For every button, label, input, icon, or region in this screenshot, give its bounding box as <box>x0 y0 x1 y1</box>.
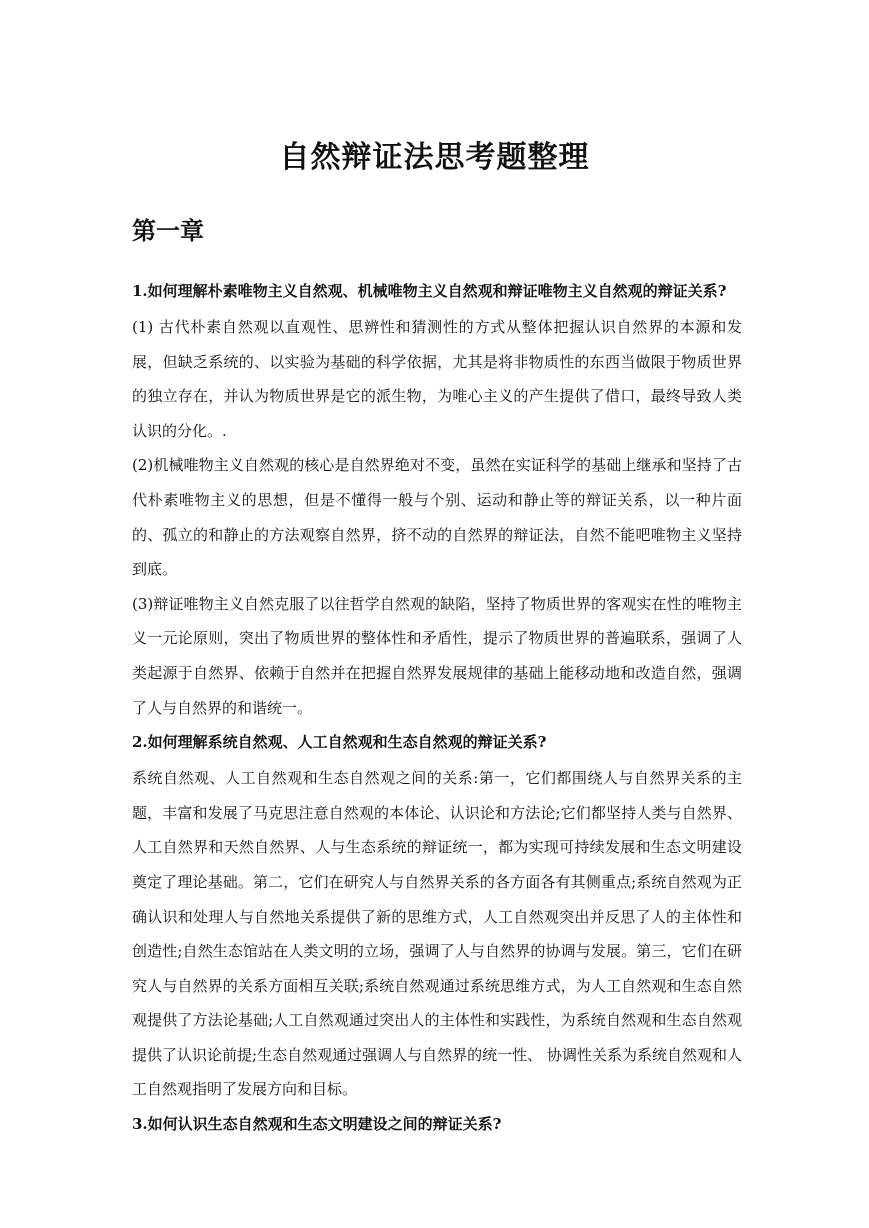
question-heading: 2.如何理解系统自然观、人工自然观和生态自然观的辩证关系? <box>132 733 547 752</box>
answer-paragraph: (2)机械唯物主义自然观的核心是自然界绝对不变，虽然在实证科学的基础上继承和坚持了古代朴素唯物主义的思想，但是不懂得一般与个别、运动和静止等的辩证关系，以一种片面的、孤立的和静止的方法观察自然界，挤不动的自然界的辩证法，自然不能吧唯物主义坚持到底。 <box>132 456 742 579</box>
document-body <box>132 276 742 1143</box>
question-heading: 3.如何认识生态自然观和生态文明建设之间的辩证关系? <box>132 1115 502 1134</box>
chapter-heading: 第一章 <box>132 216 204 245</box>
answer-paragraph: 系统自然观、人工自然观和生态自然观之间的关系:第一，它们都围绕人与自然界关系的主题，丰富和发展了马克思注意自然观的本体论、认识论和方法论;它们都坚持人类与自然界、人工自然界和天然自然界、人与生态系统的辩证统一，都为实现可持续发展和生态文明建设奠定了理论基础。第二，它们在研究人与自然界关系的各方面各有其侧重点;系统自然观为正确认识和处理人与自然地关系提供了新的思维方式，人工自然观突出并反思了人的主体性和创造性;自然生态馆站在人类文明的立场，强调了人与自然界的协调与发展。第三，它们在研究人与自然界的关系方面相互关联;系统自然观通过系统思维方式，为人工自然观和生态自然观提供了方法论基础;人工自然观通过突出人的主体性和实践性，为系统自然观和生态自然观提供了认识论前提;生态自然观通过强调人与自然界的统一性、 协调性关系为系统自然观和人工自然观指明了发展方向和目标。 <box>132 769 742 1099</box>
question-heading: 1.如何理解朴素唯物主义自然观、机械唯物主义自然观和辩证唯物主义自然观的辩证关系? <box>132 282 727 300</box>
document-title: 自然辩证法思考题整理 <box>279 140 590 175</box>
answer-paragraph: (1) 古代朴素自然观以直观性、思辨性和猜测性的方式从整体把握认识自然界的本源和发展，但缺乏系统的、以实验为基础的科学依据，尤其是将非物质性的东西当做限于物质世界的独立存在，并认为物质世界是它的派生物，为唯心主义的产生提供了借口，最终导致人类认识的分化。. <box>132 318 742 440</box>
answer-paragraph: (3)辩证唯物主义自然克服了以往哲学自然观的缺陷，坚持了物质世界的客观实在性的唯物主义一元论原则，突出了物质世界的整体性和矛盾性，提示了物质世界的普遍联系，强调了人类起源于自然界、依赖于自然并在把握自然界发展规律的基础上能移动地和改造自然，强调了人与自然界的和谐统一。 <box>132 594 742 717</box>
